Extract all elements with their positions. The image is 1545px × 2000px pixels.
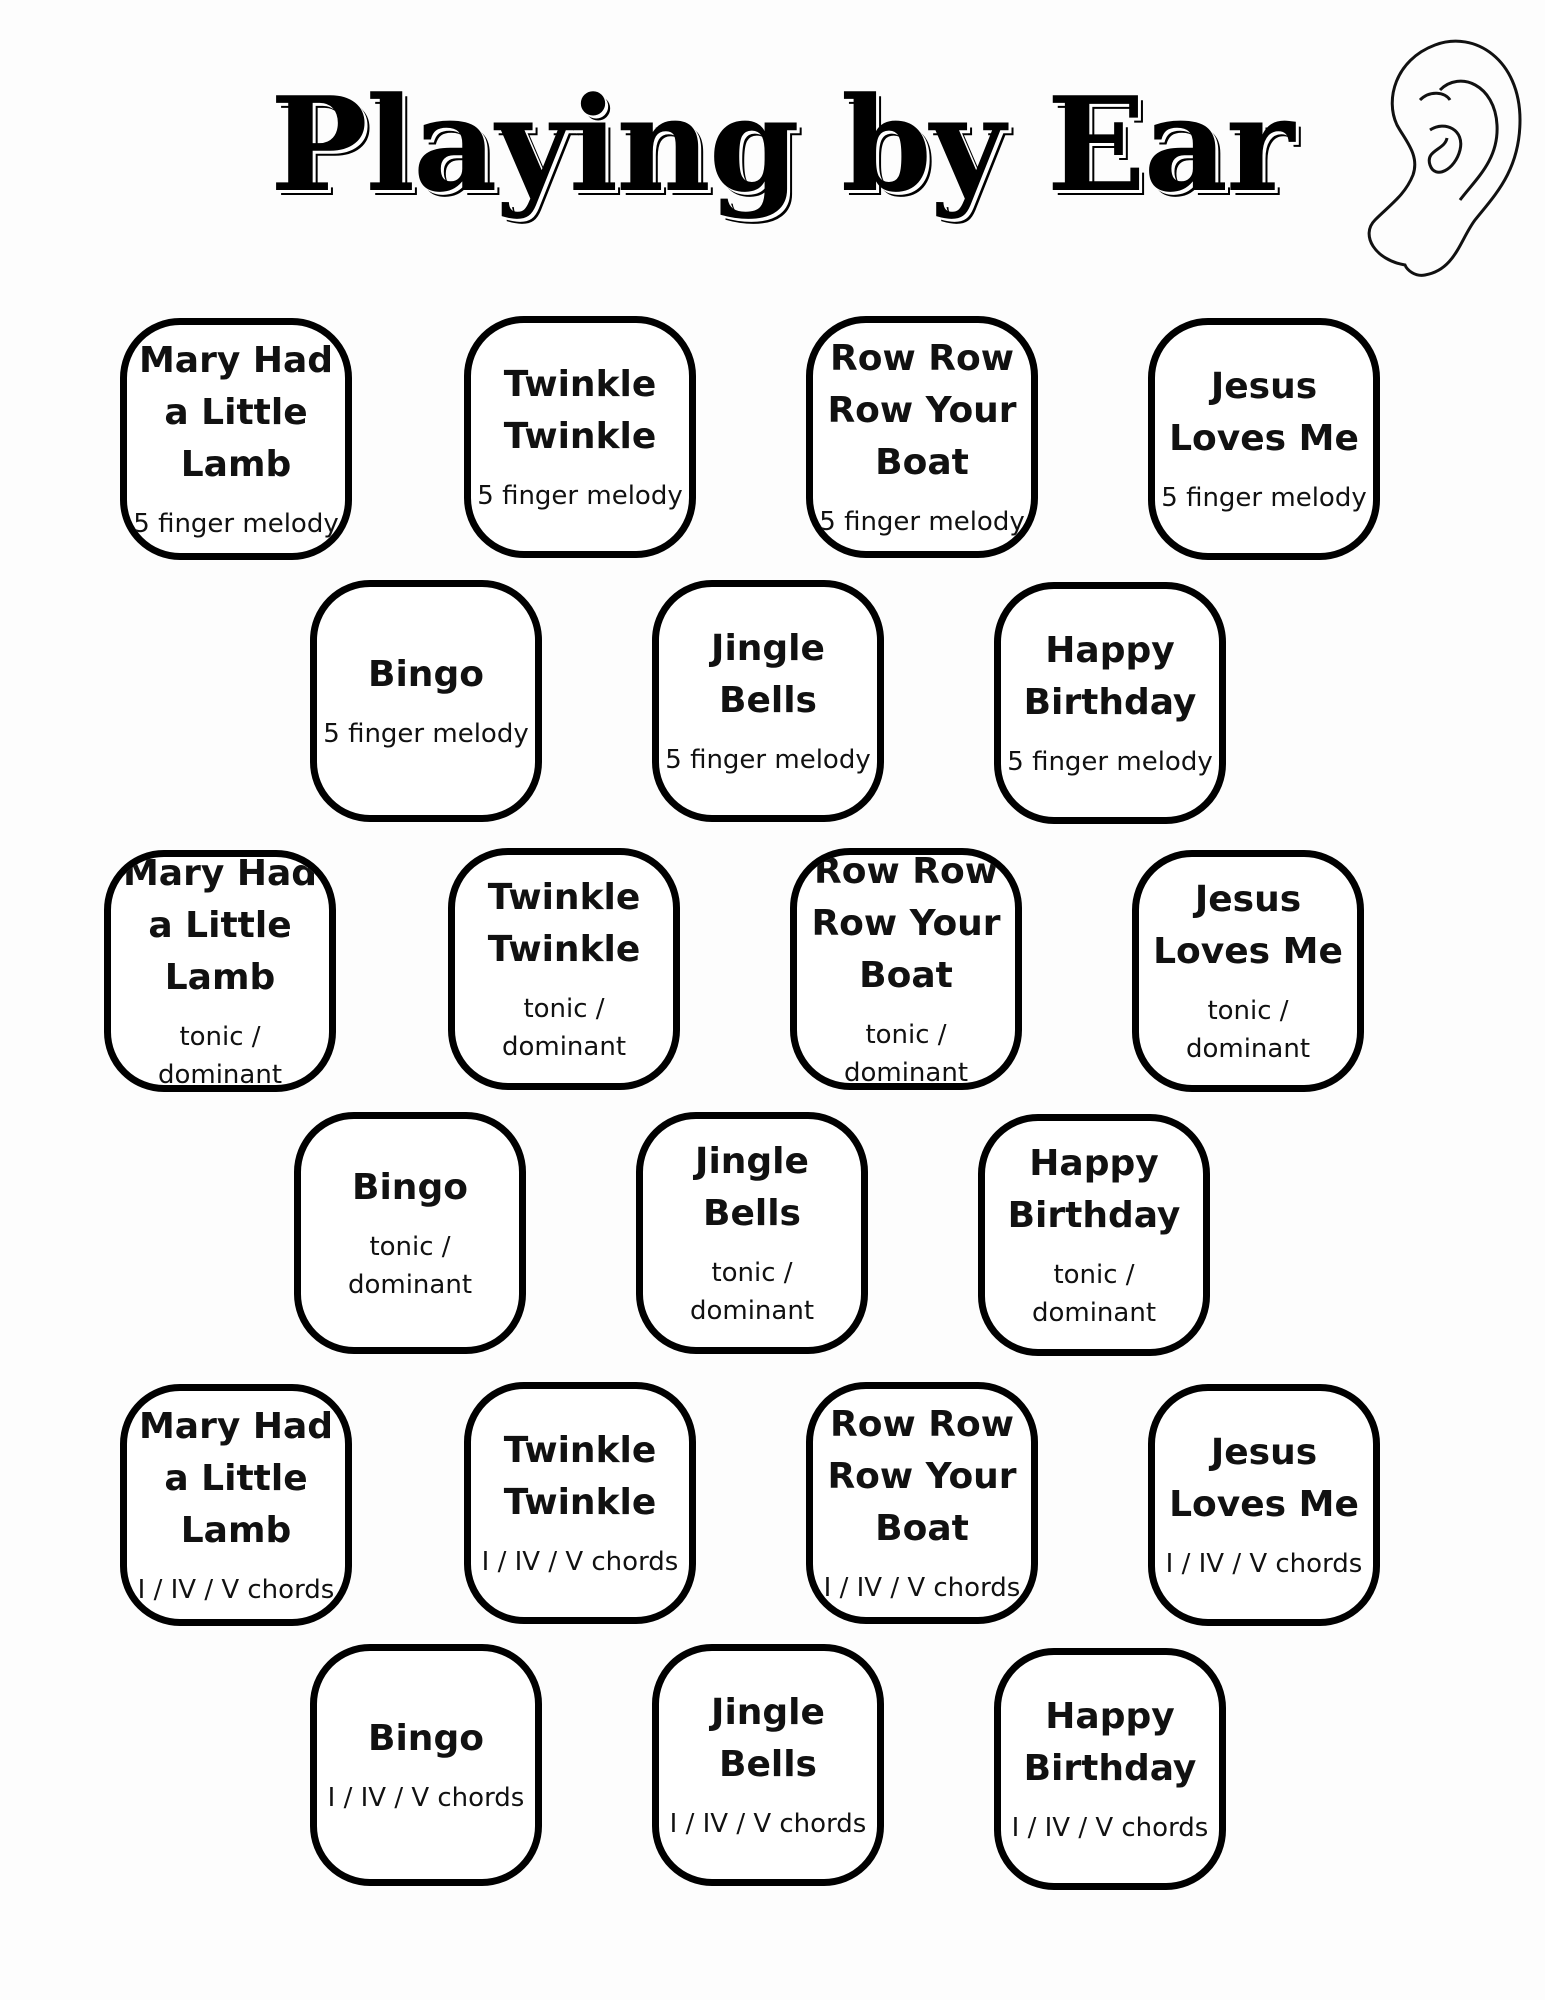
song-level: 5 finger melody (665, 745, 871, 775)
song-title: Mary Had a Little Lamb (138, 340, 334, 485)
song-card (806, 1382, 1038, 1624)
song-card (790, 848, 1022, 1090)
song-card (310, 1644, 542, 1886)
song-card (120, 318, 352, 560)
song-level: I / IV / V chords (137, 1575, 335, 1605)
song-title: Mary Had a Little Lamb (138, 1406, 334, 1551)
song-card (1148, 318, 1380, 560)
song-level: tonic / dominant (157, 1022, 283, 1090)
song-card (652, 580, 884, 822)
song-level: I / IV / V chords (1165, 1549, 1363, 1579)
song-card (448, 848, 680, 1090)
song-level: 5 finger melody (1007, 747, 1213, 777)
song-title: Jesus Loves Me (1153, 879, 1343, 972)
song-level: I / IV / V chords (823, 1573, 1021, 1603)
song-title: Happy Birthday (1007, 1143, 1181, 1236)
song-level: I / IV / V chords (481, 1547, 679, 1577)
song-title: Jingle Bells (711, 628, 825, 721)
song-card (994, 1648, 1226, 1890)
song-title: Jingle Bells (711, 1692, 825, 1785)
song-level: tonic / dominant (843, 1020, 969, 1088)
song-card (652, 1644, 884, 1886)
song-card (994, 582, 1226, 824)
song-title: Bingo (368, 1718, 484, 1759)
song-card (464, 316, 696, 558)
song-title: Row Row Row Your Boat (811, 851, 1001, 996)
song-title: Happy Birthday (1023, 1696, 1197, 1789)
song-title: Bingo (368, 654, 484, 695)
song-card (294, 1112, 526, 1354)
song-level: tonic / dominant (689, 1258, 815, 1326)
song-level: 5 finger melody (1161, 483, 1367, 513)
song-card (636, 1112, 868, 1354)
page-title: Playing by Ear (270, 68, 1293, 221)
song-level: 5 finger melody (133, 509, 339, 539)
song-level: tonic / dominant (1031, 1260, 1157, 1328)
song-level: 5 finger melody (477, 481, 683, 511)
song-level: tonic / dominant (1185, 996, 1311, 1064)
song-title: Row Row Row Your Boat (827, 338, 1017, 483)
song-title: Jingle Bells (695, 1141, 809, 1234)
song-card (104, 850, 336, 1092)
song-title: Jesus Loves Me (1169, 1432, 1359, 1525)
song-title: Jesus Loves Me (1169, 366, 1359, 459)
song-level: I / IV / V chords (669, 1809, 867, 1839)
song-level: tonic / dominant (501, 994, 627, 1062)
song-card (806, 316, 1038, 558)
song-title: Happy Birthday (1023, 630, 1197, 723)
song-title: Row Row Row Your Boat (827, 1404, 1017, 1549)
song-title: Mary Had a Little Lamb (122, 853, 318, 998)
song-card (1148, 1384, 1380, 1626)
ear-icon (1335, 30, 1535, 290)
song-level: 5 finger melody (323, 719, 529, 749)
song-level: I / IV / V chords (327, 1783, 525, 1813)
song-card (464, 1382, 696, 1624)
song-card (978, 1114, 1210, 1356)
song-card (1132, 850, 1364, 1092)
song-title: Twinkle Twinkle (487, 877, 641, 970)
song-title: Twinkle Twinkle (503, 364, 657, 457)
song-level: 5 finger melody (819, 507, 1025, 537)
song-title: Twinkle Twinkle (503, 1430, 657, 1523)
song-card (120, 1384, 352, 1626)
song-card (310, 580, 542, 822)
song-level: tonic / dominant (347, 1232, 473, 1300)
song-level: I / IV / V chords (1011, 1813, 1209, 1843)
song-title: Bingo (352, 1167, 468, 1208)
